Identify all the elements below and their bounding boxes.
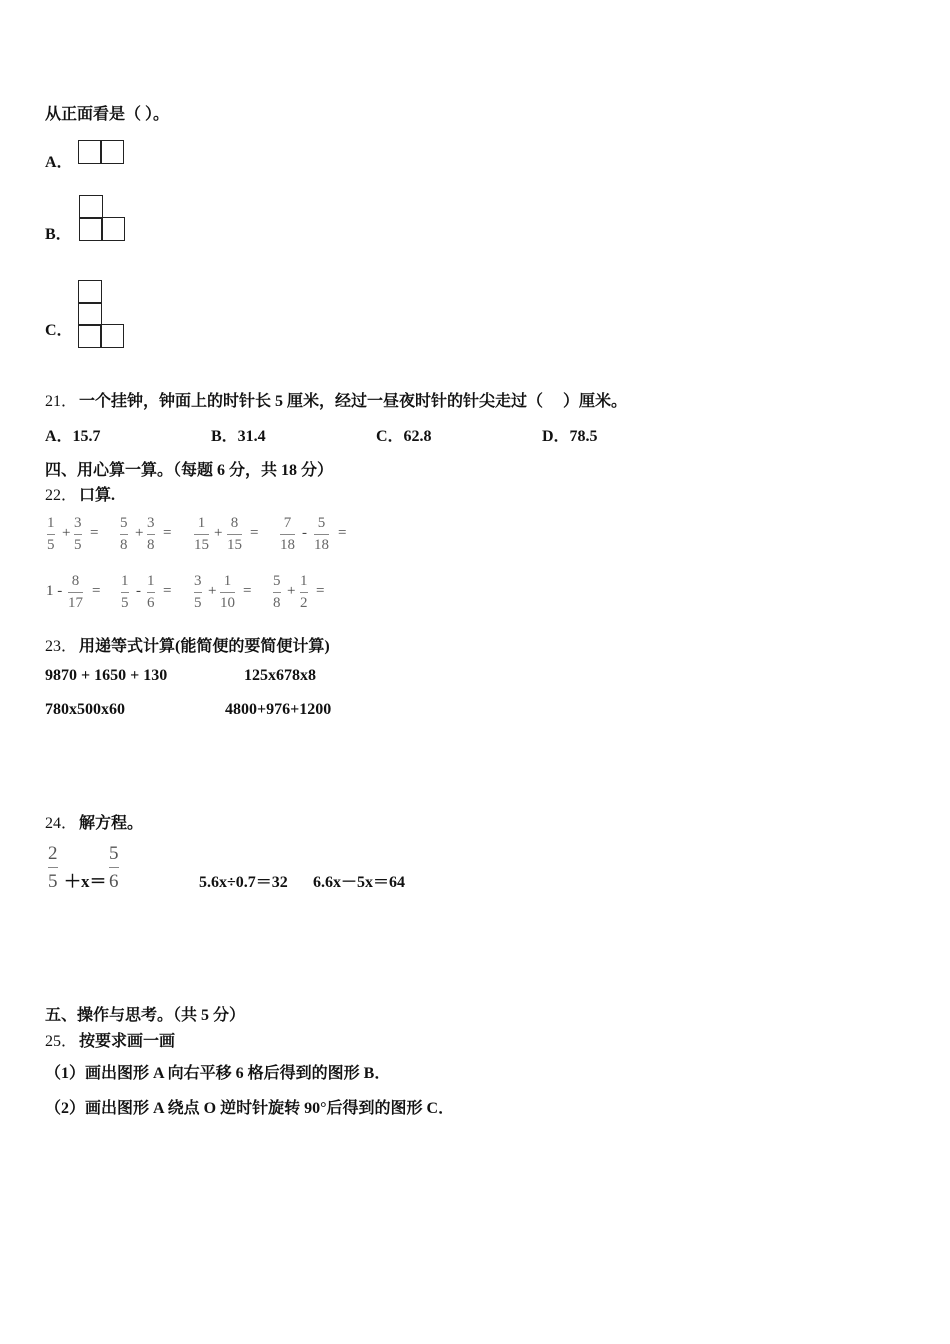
fraction: 5 18 [314, 515, 329, 553]
q25-part-1: （1）画出图形 A 向右平移 6 格后得到的图形 B． [45, 1065, 391, 1082]
fraction: 1 6 [147, 573, 155, 611]
equals: = [316, 583, 325, 599]
operator: - [136, 583, 141, 599]
fraction: 7 18 [280, 515, 295, 553]
fraction: 1 5 [47, 515, 55, 553]
q25-stem: 按要求画一画 [79, 1033, 176, 1050]
square-cell [100, 324, 124, 348]
fraction: 3 8 [147, 515, 155, 553]
operator: + [287, 583, 296, 599]
operator: + [208, 583, 217, 599]
q21-choice-c[interactable]: C．62.8 [376, 428, 432, 445]
q21-choice-d[interactable]: D．78.5 [542, 428, 598, 445]
fraction: 5 8 [120, 515, 128, 553]
q21-choice-b[interactable]: B．31.4 [211, 428, 266, 445]
q23-number: 23． [45, 638, 78, 655]
operator: + [214, 525, 223, 541]
q25-number: 25． [45, 1033, 78, 1050]
q24-number: 24． [45, 815, 78, 832]
fraction: 3 5 [194, 573, 202, 611]
section-5-title: 五、操作与思考。（共 5 分） [45, 1007, 246, 1024]
q22-number: 22． [45, 487, 78, 504]
fraction: 1 5 [121, 573, 129, 611]
operator: + [62, 525, 71, 541]
fraction: 1 15 [194, 515, 209, 553]
square-cell [78, 324, 102, 348]
equals: = [163, 583, 172, 599]
equals: = [163, 525, 172, 541]
square-cell [78, 280, 102, 304]
fraction: 5 6 [109, 843, 119, 892]
equals: = [90, 525, 99, 541]
equals: = [243, 583, 252, 599]
q24-equation-2: 5.6x÷0.7＝32 [199, 874, 288, 891]
square-cell [78, 302, 102, 326]
square-cell [79, 195, 103, 219]
fraction: 8 15 [227, 515, 242, 553]
square-cell [101, 217, 125, 241]
q20-option-a-label[interactable]: A． [45, 154, 73, 171]
operator: - [302, 525, 307, 541]
q21-stem: 一个挂钟，钟面上的时针长 5 厘米，经过一昼夜时针的针尖走过（ ）厘米。 [79, 393, 628, 410]
equals: = [92, 583, 101, 599]
fraction: 1 10 [220, 573, 235, 611]
q21-choice-a[interactable]: A．15.7 [45, 428, 101, 445]
q23-item-3: 780x500x60 [45, 701, 125, 718]
fraction: 3 5 [74, 515, 82, 553]
fraction: 5 8 [273, 573, 281, 611]
leading-term: 1 - [46, 583, 63, 599]
fraction: 1 2 [300, 573, 308, 611]
q21-number: 21． [45, 393, 78, 410]
q23-item-4: 4800+976+1200 [225, 701, 332, 718]
equals: = [338, 525, 347, 541]
q22-stem: 口算. [79, 487, 116, 504]
q20-stem: 从正面看是（ ）。 [45, 106, 170, 123]
equals: = [250, 525, 259, 541]
q20-option-b-label[interactable]: B． [45, 226, 72, 243]
equation-middle: ＋x＝ [64, 872, 107, 891]
q23-stem: 用递等式计算(能简便的要简便计算) [79, 638, 330, 655]
q24-equation-3: 6.6x－5x＝64 [313, 874, 406, 891]
q24-stem: 解方程。 [79, 815, 144, 832]
square-cell [79, 217, 103, 241]
q23-item-2: 125x678x8 [244, 667, 316, 684]
fraction: 2 5 [48, 843, 58, 892]
operator: + [135, 525, 144, 541]
square-cell [100, 140, 124, 164]
square-cell [78, 140, 102, 164]
q23-item-1: 9870 + 1650 + 130 [45, 667, 168, 684]
q25-part-2: （2）画出图形 A 绕点 O 逆时针旋转 90°后得到的图形 C． [45, 1100, 455, 1117]
section-4-title: 四、用心算一算。（每题 6 分，共 18 分） [45, 462, 334, 479]
fraction: 8 17 [68, 573, 83, 611]
q20-option-c-label[interactable]: C． [45, 322, 73, 339]
